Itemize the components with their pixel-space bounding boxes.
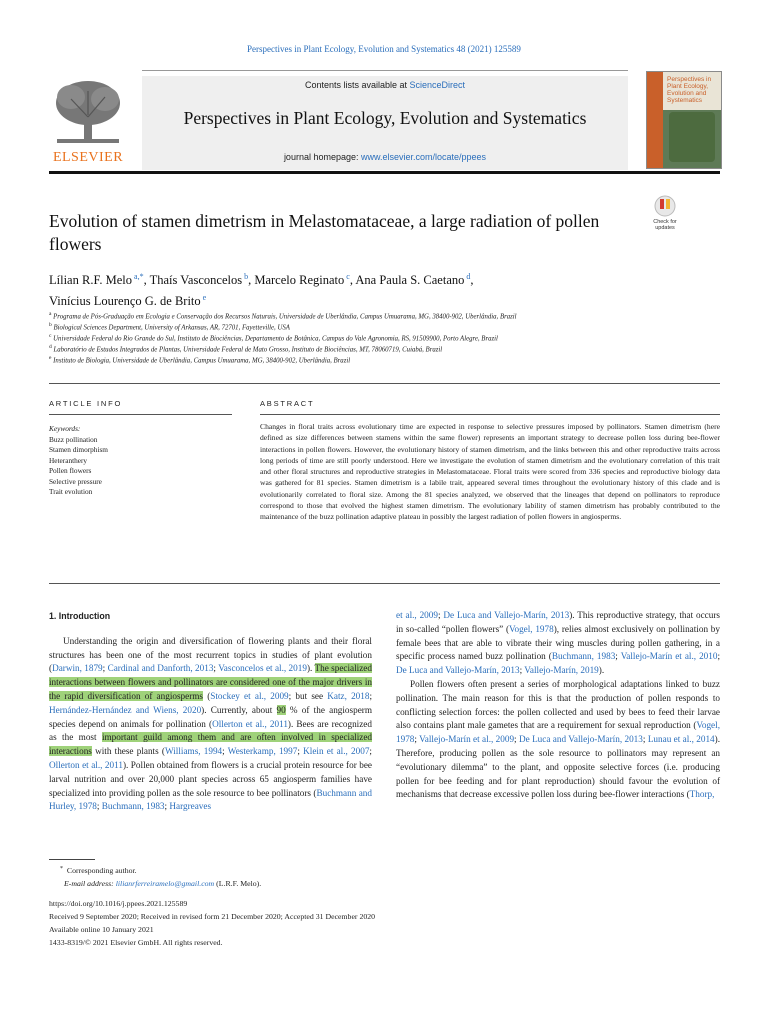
intro-paragraph-1 [49, 635, 372, 814]
author-separator: , [248, 273, 255, 288]
cover-spine [647, 72, 663, 168]
citation-link[interactable]: Hernández-Hernández and Wiens, 2020 [49, 704, 202, 715]
author-separator: , [143, 273, 150, 288]
citation-link[interactable]: et al., 2009 [396, 610, 438, 620]
citation-link[interactable]: Vallejo-Marín et al., 2010 [620, 651, 718, 662]
body-text: ; [437, 610, 444, 620]
author-separator: , [470, 273, 474, 288]
author-affiliation-marker[interactable]: d [464, 272, 471, 281]
body-text: % of the angiosperm species depend on animals for pollination ( [49, 704, 372, 729]
keyword-item: Stamen dimorphism [49, 445, 108, 454]
body-text: ). [306, 663, 315, 674]
body-text: ; [642, 734, 648, 745]
citation-link[interactable]: De Luca and Vallejo-Marín, 2013 [443, 610, 570, 620]
sciencedirect-link[interactable]: ScienceDirect [409, 80, 466, 90]
body-text: with these plants ( [91, 746, 165, 757]
body-text: ; but see [288, 690, 328, 701]
abstract-label: ABSTRACT [260, 399, 315, 408]
author-list [49, 268, 649, 310]
citation-link[interactable]: Buchmann and Hurley, 1978 [49, 787, 372, 812]
check-for-updates-badge[interactable] [648, 195, 682, 231]
article-title: Evolution of stamen dimetrism in Melastomataceae, a large radiation of pollen flowers [49, 211, 600, 254]
citation-link[interactable]: Ollerton et al., 2011 [212, 718, 288, 729]
journal-cover-thumbnail[interactable] [646, 71, 722, 169]
email-note [64, 879, 261, 888]
article-info-label: ARTICLE INFO [49, 399, 123, 408]
keyword-item: Trait evolution [49, 487, 93, 496]
affiliation-text: Laboratório de Estudos Integrados de Plantas, Universidade Federal de Mato Grosso, Instituto de Biociências, MT, 78060719, Cuiabá, Brazil [51, 346, 443, 354]
copyright: 1433-8319/© 2021 Elsevier GmbH. All rights reserved. [49, 938, 223, 947]
body-text: ), relies almost exclusively on pollination by female bees that are able to vibrate their wing muscles during pollen gathering, in a specific process named buzz pollination ( [396, 623, 720, 662]
author-name: Vinícius Lourenço G. de Brito [49, 294, 201, 309]
author-name: Marcelo Reginato [254, 273, 345, 288]
citation-link[interactable]: Vasconcelos et al., 2019 [218, 663, 307, 674]
author-affiliation-marker[interactable]: e [200, 293, 207, 303]
body-text: ). [598, 665, 605, 676]
citation-link[interactable]: Ollerton et al., 2011 [49, 759, 123, 770]
author-name: Ana Paula S. Caetano [355, 273, 465, 288]
received-dates: Received 9 September 2020; Received in revised form 21 December 2020; Accepted 31 December 2020 [49, 912, 376, 921]
email-suffix: (L.R.F. Melo). [216, 879, 262, 888]
intro-paragraph-1-continued [396, 609, 720, 678]
footnote-rule [49, 859, 95, 860]
intro-heading: 1. Introduction [49, 611, 111, 621]
citation-link[interactable]: Westerkamp, 1997 [227, 746, 298, 757]
citation-link[interactable]: Thorp, [689, 789, 715, 800]
affiliation-item [49, 355, 689, 364]
author-affiliation-marker[interactable]: b [242, 272, 249, 281]
keyword-item: Buzz pollination [49, 434, 98, 444]
intro-paragraph-2 [396, 678, 720, 802]
body-text: ; [297, 746, 304, 757]
homepage-link[interactable]: www.elsevier.com/locate/ppees [361, 152, 487, 162]
author-affiliation-marker[interactable]: a,* [132, 272, 144, 281]
body-text: ( [203, 690, 211, 701]
affiliation-rule [49, 383, 720, 384]
citation-link[interactable]: Vallejo-Marín, 2019 [524, 665, 599, 676]
body-text: ; [514, 734, 519, 745]
keyword-item: Selective pressure [49, 476, 102, 486]
citation-link[interactable]: Vallejo-Marín et al., 2009 [419, 734, 515, 745]
highlighted-text: important guild among them and are often involved in specialized interactions [49, 732, 373, 757]
citation-link[interactable]: Vogel, 1978 [396, 720, 720, 745]
journal-homepage [142, 152, 628, 162]
citation-link[interactable]: Vogel, 1978 [509, 623, 554, 634]
highlighted-text: 90 [276, 704, 286, 715]
intro-right-column [396, 609, 720, 802]
body-text: ; [164, 801, 170, 812]
doi-link[interactable]: https://doi.org/10.1016/j.ppees.2021.125589 [49, 899, 188, 908]
body-text: ; [414, 734, 420, 745]
cover-image [669, 112, 715, 162]
citation-link[interactable]: Buchmann, 1983 [551, 651, 616, 662]
email-label: E-mail address: [64, 879, 114, 888]
check-updates-icon [653, 195, 677, 217]
abstract-bottom-rule [49, 583, 720, 584]
affiliation-item [49, 322, 689, 331]
citation-link[interactable]: De Luca and Vallejo-Marín, 2013 [396, 665, 520, 676]
body-text: ; [717, 651, 721, 662]
publisher-name: ELSEVIER [52, 150, 124, 165]
affiliation-text: Biological Sciences Department, University of Arkansas, AR, 72701, Fayetteville, USA [51, 324, 290, 332]
citation-link[interactable]: Katz, 2018 [327, 690, 370, 701]
citation-link[interactable]: Stockey et al., 2009 [210, 690, 289, 701]
abstract-text: Changes in floral traits across evolutionary time are expected in response to selective pressures imposed by pollinators. Stamen dimetrism (here defined as size differences between stamens within the same flower) represents an important strategy to decrease pollen loss during bee-flower interactions in pollen flowers. However, the evolutionary history of stamen dimetrism, and the links between this and other reproductive traits across long periods of time are still poorly understood. Here we investigate the evolution of stamen dimetrism and the evolutionary correlation of this trait and other floral structures and reproductive strategies in Melastomataceae. Floral traits were scored from 336 species and reproductive biology data was gathered for 81 species. Stamen dimetrism is a labile trait, appeared several times throughout the evolutionary history of this clade and is evolutionarily correlated to floral size. Among the 81 species analyzed, we observed that the lineages that depend on pollinators to reproduce correspond to those that evolved the highest stamen dimetrism. The evolutionary lability of stamen dimetrism has probably contributed to the maintenance of the buzz pollination adaptive plateau in possibly the largest radiation of pollen flowers in angiosperms. [260, 422, 720, 522]
body-text: Understanding the origin and diversification of flowering plants and their floral structures has been one of the most recurrent topics in studies of plant evolution ( [49, 635, 372, 674]
running-header: Perspectives in Plant Ecology, Evolution and Systematics 48 (2021) 125589 [247, 44, 521, 54]
corresponding-author-note: * Corresponding author. [60, 866, 137, 875]
affiliation-item [49, 311, 689, 320]
body-text: ). Therefore, producing pollen as the sole resource to pollinators may represent an “evolutionary dilemma” to the plant, and opposite selective forces (i.e. producing pollen for bee feeding and for plant reproduction) should favour the evolution of mechanisms that decrease excessive pollen loss during bee-flower interactions ( [396, 734, 721, 800]
author-affiliation-marker[interactable]: c [344, 272, 350, 281]
author-separator: , [349, 273, 356, 288]
available-online: Available online 10 January 2021 [49, 925, 154, 934]
contents-line [142, 80, 628, 90]
contents-prefix: Contents lists available at [304, 80, 410, 90]
keywords-label: Keywords: [49, 424, 81, 433]
author-name: Lílian R.F. Melo [49, 273, 133, 288]
corresponding-label: Corresponding author. [66, 866, 137, 875]
body-text: ). Pollen obtained from flowers is a crucial protein resource for bee larval nutrition and over 20,000 plant species across 65 angiosperm families have specialized into providing pollen as the sole resource to bee pollinators ( [49, 759, 372, 798]
citation-link[interactable]: Darwin, 1879 [52, 663, 103, 674]
keywords-block [49, 424, 229, 498]
homepage-prefix: journal homepage: [283, 152, 361, 162]
keyword-item: Heteranthery [49, 455, 88, 465]
body-text: ). Currently, about [201, 704, 277, 715]
keyword-list [49, 435, 229, 498]
body-text: ; [519, 665, 525, 676]
affiliation-text: Programa de Pós-Graduação em Ecologia e Conservação dos Recursos Naturais, Universidade de Uberlândia, Campus Umuarama, MG, 38400-902, Uberlândia, Brazil [51, 313, 517, 321]
email-link[interactable]: lilianrferreiramelo@gmail.com [115, 879, 215, 888]
body-text: ; [102, 663, 108, 674]
affiliation-item [49, 333, 689, 342]
affiliation-marker: d [49, 344, 52, 350]
intro-left-column [49, 610, 372, 814]
header-bottom-rule [49, 171, 720, 174]
citation-link[interactable]: Lunau et al., 2014 [647, 734, 715, 745]
journal-title: Perspectives in Plant Ecology, Evolution and Systematics [183, 108, 587, 128]
citation-link[interactable]: Hargreaves [169, 801, 212, 812]
cover-title: Perspectives in Plant Ecology, Evolution and Systematics [667, 76, 712, 104]
check-updates-label: Check for updates [653, 219, 677, 231]
body-text: ; [213, 663, 219, 674]
body-text: ; [615, 651, 621, 662]
keyword-item: Pollen flowers [49, 466, 92, 475]
affiliation-marker: b [49, 322, 52, 328]
affiliation-marker: a [49, 311, 52, 317]
body-text: ; [96, 801, 102, 812]
citation-link[interactable]: De Luca and Vallejo-Marín, 2013 [518, 734, 643, 745]
abstract-rule [260, 414, 720, 415]
citation-link[interactable]: Klein et al., 2007 [303, 746, 370, 757]
citation-link[interactable]: Cardinal and Danforth, 2013 [107, 663, 214, 674]
body-text: ). Bees are recognized as the most [49, 718, 372, 743]
highlighted-text: The specialized interactions between flowers and pollinators are considered one of the major drivers in the rapid diversification of angiosperms [49, 663, 372, 701]
author-name: Thaís Vasconcelos [149, 273, 243, 288]
affiliation-text: Instituto de Biologia, Universidade de Uberlândia, Campus Umuarama, MG, 38400-902, Uberlândia, Brazil [51, 357, 351, 365]
affiliation-marker: e [49, 355, 52, 361]
header-top-rule [142, 70, 628, 71]
body-text: ). This reproductive strategy, that occurs in so-called “pollen flowers” ( [396, 610, 720, 634]
affiliation-text: Universidade Federal do Rio Grande do Sul, Instituto de Biociências, Departamento de Botânica, Campus do Vale Agronomia, RS, 91509900, Porto Alegre, Brazil [51, 335, 498, 343]
affiliation-marker: c [49, 333, 52, 339]
body-text: ; [369, 746, 372, 757]
citation-link[interactable]: Williams, 1994 [164, 746, 223, 757]
body-text: ; [369, 690, 373, 701]
article-info-rule [49, 414, 232, 415]
body-text: ; [222, 746, 228, 757]
citation-link[interactable]: Buchmann, 1983 [101, 801, 165, 812]
affiliation-item [49, 344, 689, 353]
body-text: Pollen flowers often present a series of morphological adaptations linked to buzz pollination. The main reason for this is that the production of pollen responds to conflicting selection forces: the pollen collected and used by bees to feed their larvae also contains plant male gametes that are a requirement for sexual reproduction ( [396, 678, 720, 731]
